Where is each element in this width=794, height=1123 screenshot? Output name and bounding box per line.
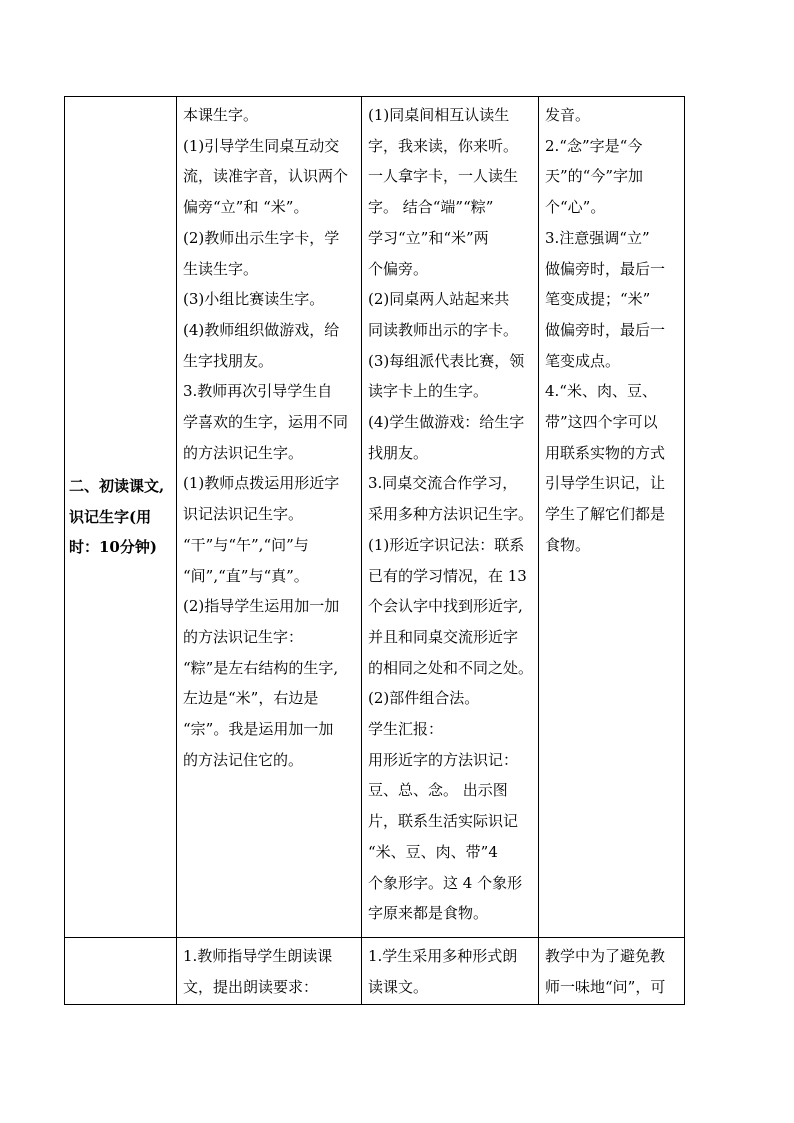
design-notes-cell (539, 97, 685, 938)
cell-text-line: 字。 结合“端”“粽” (368, 198, 494, 217)
cell-text-line: 本课生字。 (183, 106, 259, 124)
cell-text-line: 的方法识记生字： (183, 627, 304, 646)
cell-text-line: 3.同桌交流合作学习， (368, 474, 518, 493)
cell-text-line: 个偏旁。 (368, 259, 429, 278)
cell-text-line: (3)小组比赛读生字。 (183, 290, 325, 309)
cell-text-line: 已有的学习情况，在 13 (368, 566, 527, 585)
cell-text-line: 4.“米、肉、豆、 (545, 382, 657, 401)
cell-text-line: 用联系实物的方式 (545, 443, 666, 462)
cell-text-line: 左边是“米”，右边是 (183, 689, 319, 708)
cell-text-line: (2)指导学生运用加一加 (183, 597, 340, 616)
cell-text-line: 学习“立”和“米”两 (368, 228, 489, 247)
cell-text-line: 流，读准字音，认识两个 (183, 167, 349, 186)
cell-text-line: 天”的“今”字加 (545, 167, 644, 186)
cell-text-line: “米、豆、肉、带”4 (368, 842, 498, 861)
cell-text-line: 个会认字中找到形近字, (368, 597, 523, 616)
cell-text-line: (4)学生做游戏：给生字 (368, 413, 525, 432)
cell-text-line: (2)同桌两人站起来共 (368, 290, 510, 309)
cell-text-line: (2)部件组合法。 (368, 689, 480, 708)
stage-cell (65, 97, 177, 938)
teacher-activity-cell (177, 938, 362, 1005)
cell-text-line: 食物。 (545, 535, 591, 554)
cell-text-line: 学生了解它们都是 (545, 505, 666, 524)
lesson-plan-table (64, 96, 685, 1005)
cell-text-line: (1)同桌间相互认读生 (368, 106, 510, 124)
cell-text-line: 的方法记住它的。 (183, 750, 304, 769)
cell-text-line: 读字卡上的生字。 (368, 382, 489, 401)
table-row (65, 938, 685, 1005)
cell-text-line: 找朋友。 (368, 443, 429, 462)
cell-text-line: 字，我来读，你来听。 (368, 136, 519, 155)
cell-text-line: 个“心”。 (545, 198, 606, 217)
cell-text-line: 做偏旁时，最后一 (545, 320, 666, 339)
cell-text-line: 采用多种方法识记生字。 (368, 505, 534, 524)
cell-text-line: 一人拿字卡，一人读生 (368, 167, 519, 186)
cell-text-line: (4)教师组织做游戏，给 (183, 320, 340, 339)
cell-text-line: 3.注意强调“立” (545, 228, 650, 247)
cell-text-line: 的相同之处和不同之处。 (368, 658, 534, 677)
cell-text-line: 识记生字(用 (69, 507, 152, 526)
cell-text-line: “粽”是左右结构的生字, (183, 658, 339, 677)
cell-text-line: 引导学生识记，让 (545, 474, 666, 493)
cell-text-line: “宗”。我是运用加一加 (183, 720, 334, 739)
cell-text-line: 文，提出朗读要求： (183, 977, 319, 996)
teacher-activity-cell (177, 97, 362, 938)
cell-text-line: 发音。 (545, 106, 591, 124)
cell-text-line: 读课文。 (368, 977, 429, 996)
cell-text-line: “干”与“午”,“问”与 (183, 535, 309, 554)
student-activity-cell (362, 97, 539, 938)
cell-text-line: 时：10分钟) (69, 538, 157, 557)
cell-text-line: (1)引导学生同桌互动交 (183, 136, 340, 155)
cell-text-line: 生读生字。 (183, 259, 259, 278)
cell-text-line: 的方法识记生字。 (183, 443, 304, 462)
cell-text-line: 并且和同桌交流形近字 (368, 627, 519, 646)
cell-text-line: 二、初读课文, (69, 476, 165, 495)
cell-text-line: 生字找朋友。 (183, 351, 274, 370)
cell-text-line: (1)形近字识记法：联系 (368, 535, 525, 554)
stage-cell (65, 938, 177, 1005)
cell-text-line: (3)每组派代表比赛，领 (368, 351, 525, 370)
cell-text-line: 同读教师出示的字卡。 (368, 320, 519, 339)
cell-text-line: 偏旁“立”和 “米”。 (183, 198, 309, 217)
cell-text-line: 识记法识记生字。 (183, 505, 304, 524)
student-activity-cell (362, 938, 539, 1005)
design-notes-cell (539, 938, 685, 1005)
cell-text-line: 1.教师指导学生朗读课 (183, 947, 333, 965)
cell-text-line: 笔变成提；“米” (545, 290, 651, 309)
cell-text-line: 3.教师再次引导学生自 (183, 382, 333, 401)
cell-text-line: “间”,“直”与“真”。 (183, 566, 309, 585)
cell-text-line: 带”这四个字可以 (545, 413, 658, 432)
cell-text-line: 片，联系生活实际识记 (368, 812, 519, 831)
cell-text-line: 师一味地“问”，可 (545, 977, 666, 996)
cell-text-line: 学喜欢的生字，运用不同 (183, 413, 349, 432)
cell-text-line: 字原来都是食物。 (368, 904, 489, 923)
cell-text-line: 教学中为了避免教 (545, 947, 666, 965)
cell-text-line: (1)教师点拨运用形近字 (183, 474, 340, 493)
cell-text-line: 用形近字的方法识记： (368, 750, 519, 769)
cell-text-line: 豆、总、念。 出示图 (368, 781, 508, 800)
cell-text-line: 学生汇报： (368, 720, 444, 739)
cell-text-line: 笔变成点。 (545, 351, 621, 370)
cell-text-line: 做偏旁时，最后一 (545, 259, 666, 278)
table-row (65, 97, 685, 938)
cell-text-line: 个象形字。这 4 个象形 (368, 873, 523, 892)
cell-text-line: 1.学生采用多种形式朗 (368, 947, 518, 965)
cell-text-line: (2)教师出示生字卡，学 (183, 228, 340, 247)
cell-text-line: 2.“念”字是“今 (545, 136, 643, 155)
